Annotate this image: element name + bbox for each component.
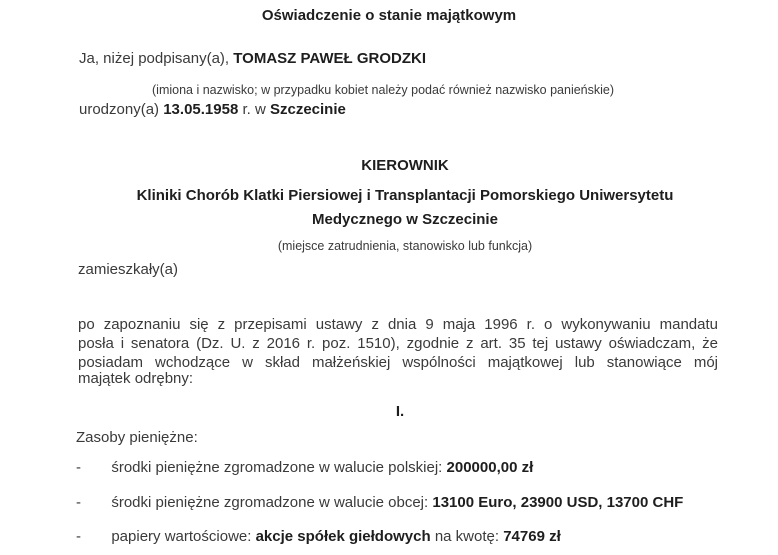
list-item — [76, 459, 533, 477]
statement-line-3: posiadam wchodzące w skład małżeńskiej wspólności majątkowej lub stanowiące mój — [78, 354, 718, 371]
born-prefix: urodzony(a) — [79, 101, 160, 118]
list-bullet: - — [76, 494, 81, 511]
item-value-2: 74769 zł — [503, 528, 561, 545]
birth-date: 13.05.1958 — [163, 101, 239, 118]
birth-place: Szczecinie — [269, 101, 346, 118]
list-item — [76, 494, 683, 512]
position-title: KIEROWNIK — [361, 157, 449, 174]
item-label: papiery wartościowe: — [111, 528, 252, 545]
document-title: Oświadczenie o stanie majątkowym — [261, 7, 517, 24]
declarant-prefix: Ja, niżej podpisany(a), — [79, 50, 230, 67]
item-suffix: na kwotę: — [434, 528, 500, 545]
statement-line-1: po zapoznaniu się z przepisami ustawy z dnia 9 maja 1996 r. o wykonywaniu mandatu — [78, 316, 718, 333]
item-value: 13100 Euro, 23900 USD, 13700 CHF — [432, 494, 684, 511]
declarant-line — [79, 50, 426, 68]
employer-line-2: Medycznego w Szczecinie — [312, 211, 498, 228]
item-label: środki pieniężne zgromadzone w walucie polskiej: — [111, 459, 443, 476]
statement-line-2: posła i senatora (Dz. U. z 2016 r. poz. 1510), zgodnie z art. 35 tej ustawy oświadczam, że — [78, 335, 718, 352]
list-item — [76, 528, 561, 546]
list-bullet: - — [76, 528, 81, 545]
item-value: 200000,00 zł — [446, 459, 534, 476]
employer-line-1: Kliniki Chorób Klatki Piersiowej i Transplantacji Pomorskiego Uniwersytetu — [136, 187, 674, 204]
funds-heading: Zasoby pieniężne: — [76, 429, 198, 446]
birth-line — [79, 101, 346, 119]
list-bullet: - — [76, 459, 81, 476]
residence-label: zamieszkały(a) — [78, 261, 179, 278]
name-note: (imiona i nazwisko; w przypadku kobiet należy podać również nazwisko panieńskie) — [152, 83, 615, 97]
declarant-name: TOMASZ PAWEŁ GRODZKI — [233, 50, 427, 67]
statement-line-4: majątek odrębny: — [78, 370, 194, 387]
item-value: akcje spółek giełdowych — [255, 528, 431, 545]
employer-note: (miejsce zatrudnienia, stanowisko lub funkcja) — [277, 239, 533, 253]
born-mid: r. w — [242, 101, 266, 118]
item-label: środki pieniężne zgromadzone w walucie obcej: — [111, 494, 429, 511]
section-number: I. — [395, 403, 405, 420]
